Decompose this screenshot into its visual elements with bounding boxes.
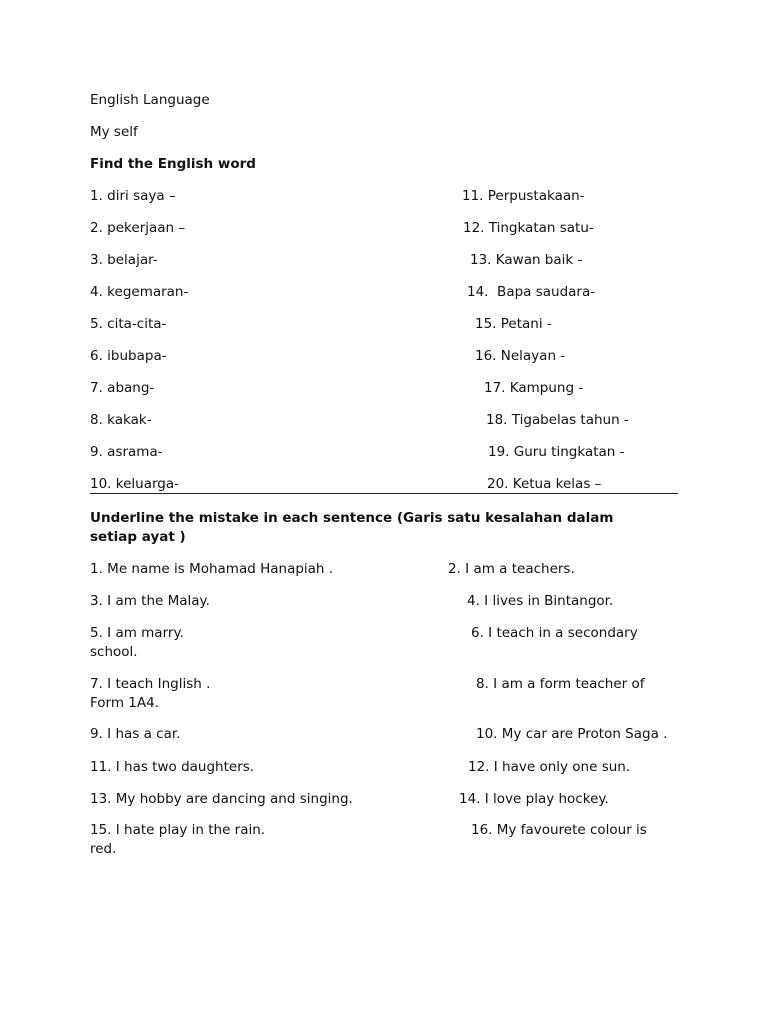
sentence-left: 15. I hate play in the rain. (90, 822, 266, 838)
list-item (90, 675, 690, 713)
word-item-right: 13. Kawan baik - (470, 252, 583, 268)
list-item (90, 347, 690, 365)
word-item-right: 14. Bapa saudara- (467, 284, 596, 300)
word-item-right: 16. Nelayan - (475, 348, 566, 364)
sentence-right: 14. I love play hockey. (459, 791, 609, 807)
word-item-right: 12. Tingkatan satu- (463, 220, 594, 236)
list-item (90, 624, 690, 662)
list-item (90, 443, 690, 461)
list-item (90, 821, 690, 859)
sentence-right: 10. My car are Proton Saga . (476, 726, 668, 742)
sentence-left: 13. My hobby are dancing and singing. (90, 791, 353, 807)
word-item-right: 18. Tigabelas tahun - (486, 412, 629, 428)
section1-heading: Find the English word (90, 156, 256, 172)
word-item-left: 7. abang- (90, 380, 155, 396)
topic-title: My self (90, 124, 138, 140)
word-item-left: 10. keluarga- (90, 476, 180, 492)
word-item-left: 9. asrama- (90, 444, 163, 460)
sentence-right: 2. I am a teachers. (448, 561, 575, 577)
sentence-continuation: Form 1A4. (90, 695, 160, 711)
sentence-right: 4. I lives in Bintangor. (467, 593, 614, 609)
word-item-left: 4. kegemaran- (90, 284, 189, 300)
word-item-left: 2. pekerjaan – (90, 220, 186, 236)
sentence-right: 12. I have only one sun. (468, 759, 631, 775)
list-item (90, 251, 690, 269)
sentence-right: 16. My favourete colour is (471, 822, 647, 838)
word-item-right: 20. Ketua kelas – (487, 476, 602, 492)
list-item (90, 790, 690, 808)
section-divider (90, 493, 678, 494)
sentence-continuation: school. (90, 644, 138, 660)
list-item (90, 725, 690, 743)
list-item (90, 219, 690, 237)
word-item-right: 15. Petani - (475, 316, 552, 332)
sentence-left: 5. I am marry. (90, 625, 184, 641)
sentence-left: 3. I am the Malay. (90, 593, 210, 609)
list-item (90, 315, 690, 333)
section2-heading: Underline the mistake in each sentence (Garis satu kesalahan dalam setiap ayat ) (90, 510, 614, 545)
word-item-right: 17. Kampung - (484, 380, 584, 396)
list-item (90, 758, 690, 776)
word-item-left: 5. cita-cita- (90, 316, 167, 332)
list-item (90, 187, 690, 205)
sentence-left: 9. I has a car. (90, 726, 181, 742)
sentence-right: 8. I am a form teacher of (476, 676, 645, 692)
sentence-right: 6. I teach in a secondary (471, 625, 638, 641)
sentence-left: 7. I teach Inglish . (90, 676, 211, 692)
sentence-continuation: red. (90, 841, 117, 857)
subject-title: English Language (90, 92, 210, 108)
sentence-left: 1. Me name is Mohamad Hanapiah . (90, 561, 334, 577)
word-item-left: 3. belajar- (90, 252, 158, 268)
word-item-left: 8. kakak- (90, 412, 152, 428)
word-item-right: 19. Guru tingkatan - (488, 444, 625, 460)
list-item (90, 560, 690, 578)
word-item-left: 1. diri saya – (90, 188, 176, 204)
list-item (90, 592, 690, 610)
word-item-left: 6. ibubapa- (90, 348, 167, 364)
sentence-left: 11. I has two daughters. (90, 759, 255, 775)
list-item (90, 379, 690, 397)
list-item (90, 475, 690, 493)
list-item (90, 283, 690, 301)
list-item (90, 411, 690, 429)
word-item-right: 11. Perpustakaan- (462, 188, 585, 204)
